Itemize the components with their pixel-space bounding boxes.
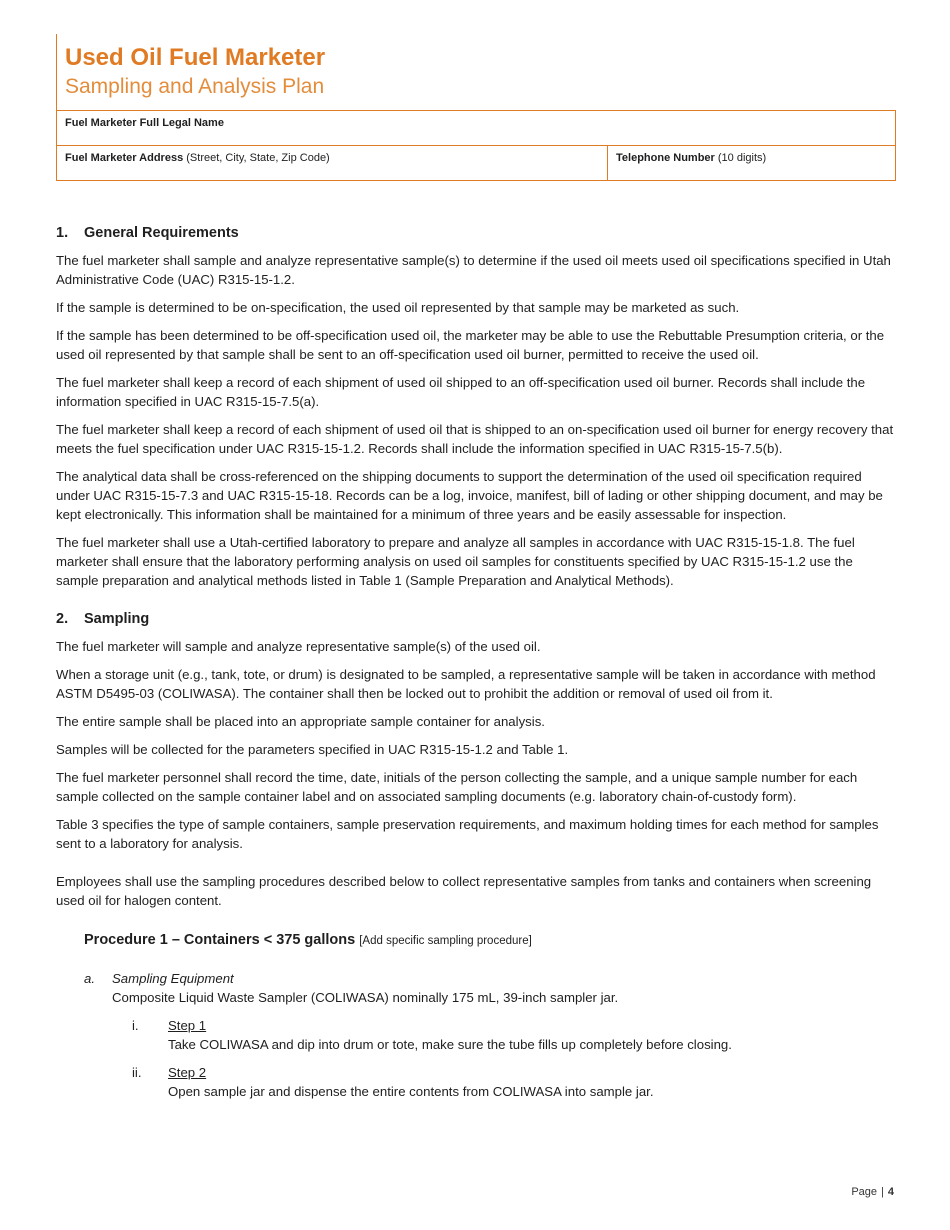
telephone-label: Telephone Number <box>616 152 715 164</box>
step-text: Open sample jar and dispense the entire contents from COLIWASA into sample jar. <box>168 1084 654 1099</box>
procedure-item-a <box>84 969 896 1007</box>
paragraph: Employees shall use the sampling procedures described below to collect representative samples from tanks and containers when screening used oil for halogen content. <box>56 874 872 908</box>
section-number: 1. <box>56 225 69 241</box>
section-title: Sampling <box>84 611 150 627</box>
section-heading-sampling <box>56 608 896 630</box>
procedure-step-1 <box>112 1016 896 1054</box>
section-title: General Requirements <box>84 225 239 241</box>
item-text: Composite Liquid Waste Sampler (COLIWASA) nominally 175 mL, 39-inch sampler jar. <box>112 990 619 1005</box>
paragraph: The fuel marketer shall keep a record of each shipment of used oil that is shipped to an on-specification used oil burner for energy recovery that meets the fuel specification under UAC R315-15-1.2. Records shall include the information specified in UAC R315-15-7.5(b). <box>56 422 894 456</box>
page-number: 4 <box>887 1186 894 1198</box>
paragraph: Samples will be collected for the parameters specified in UAC R315-15-1.2 and Table 1. <box>56 742 569 757</box>
address-label: Fuel Marketer Address <box>65 152 184 164</box>
paragraph: The entire sample shall be placed into an appropriate sample container for analysis. <box>56 714 545 729</box>
paragraph: The fuel marketer shall use a Utah-certified laboratory to prepare and analyze all samples in accordance with UAC R315-15-1.8. The fuel marketer shall ensure that the laboratory performing analysis on used oil samples for constituents specified by UAC R315-15-1.2 use the sample preparation and analytical methods listed in Table 1 (Sample Preparation and Analytical Methods). <box>56 535 855 588</box>
step-marker: ii. <box>132 1065 142 1080</box>
paragraph: The fuel marketer will sample and analyze representative sample(s) of the used oil. <box>56 639 541 654</box>
telephone-field[interactable] <box>608 146 896 181</box>
procedure-note: [Add specific sampling procedure] <box>359 935 532 947</box>
address-field[interactable] <box>57 146 608 181</box>
page-footer <box>851 1186 894 1198</box>
page-label: Page <box>851 1186 878 1198</box>
page-separator: | <box>881 1186 884 1198</box>
procedure-heading <box>84 929 896 952</box>
document-title: Used Oil Fuel Marketer <box>65 44 326 71</box>
marketer-info-table <box>56 110 896 181</box>
paragraph: If the sample is determined to be on-specification, the used oil represented by that sample may be marketed as such. <box>56 300 740 315</box>
paragraph: The fuel marketer shall sample and analyze representative sample(s) to determine if the used oil meets used oil specifications specified in Utah Administrative Code (UAC) R315-15-1.2. <box>56 253 891 287</box>
item-marker: a. <box>84 971 95 986</box>
procedure-step-2 <box>112 1063 896 1101</box>
document-body <box>56 222 896 1101</box>
document-subtitle: Sampling and Analysis Plan <box>65 75 325 98</box>
paragraph: When a storage unit (e.g., tank, tote, or drum) is designated to be sampled, a representative sample will be taken in accordance with method ASTM D5495-03 (COLIWASA). The container shall then be locked out to prohibit the addition or removal of used oil from it. <box>56 667 876 701</box>
paragraph: Table 3 specifies the type of sample containers, sample preservation requirements, and maximum holding times for each method for samples sent to a laboratory for analysis. <box>56 817 879 851</box>
document-header <box>56 34 894 110</box>
paragraph: The fuel marketer shall keep a record of each shipment of used oil shipped to an off-specification used oil burner. Records shall include the information specified in UAC R315-15-7.5(a). <box>56 375 866 409</box>
legal-name-field[interactable] <box>57 111 896 146</box>
procedure-title: Procedure 1 – Containers < 375 gallons <box>84 932 356 948</box>
paragraph: If the sample has been determined to be off-specification used oil, the marketer may be able to use the Rebuttable Presumption criteria, or the used oil represented by that sample shall be sent to an off-specification used oil burner, permitted to receive the used oil. <box>56 328 885 362</box>
paragraph: The fuel marketer personnel shall record the time, date, initials of the person collecting the sample, and a unique sample number for each sample collected on the sample container label and on associated sampling documents (e.g. laboratory chain-of-custody form). <box>56 770 858 804</box>
section-heading-general-requirements <box>56 222 896 244</box>
step-marker: i. <box>132 1018 139 1033</box>
address-hint: (Street, City, State, Zip Code) <box>186 152 330 164</box>
telephone-hint: (10 digits) <box>717 152 767 164</box>
step-title: Step 2 <box>168 1065 207 1080</box>
section-number: 2. <box>56 611 69 627</box>
step-title: Step 1 <box>168 1018 207 1033</box>
item-title: Sampling Equipment <box>112 971 234 986</box>
step-text: Take COLIWASA and dip into drum or tote, make sure the tube fills up completely before closing. <box>168 1037 732 1052</box>
legal-name-label: Fuel Marketer Full Legal Name <box>65 117 224 129</box>
paragraph: The analytical data shall be cross-referenced on the shipping documents to support the determination of the used oil specification required under UAC R315-15-7.3 and UAC R315-15-18. Records can be a log, invoice, manifest, bill of lading or other shipping document, and may be kept electronically. This information shall be maintained for a minimum of three years and be easily assessable for inspection. <box>56 469 883 522</box>
